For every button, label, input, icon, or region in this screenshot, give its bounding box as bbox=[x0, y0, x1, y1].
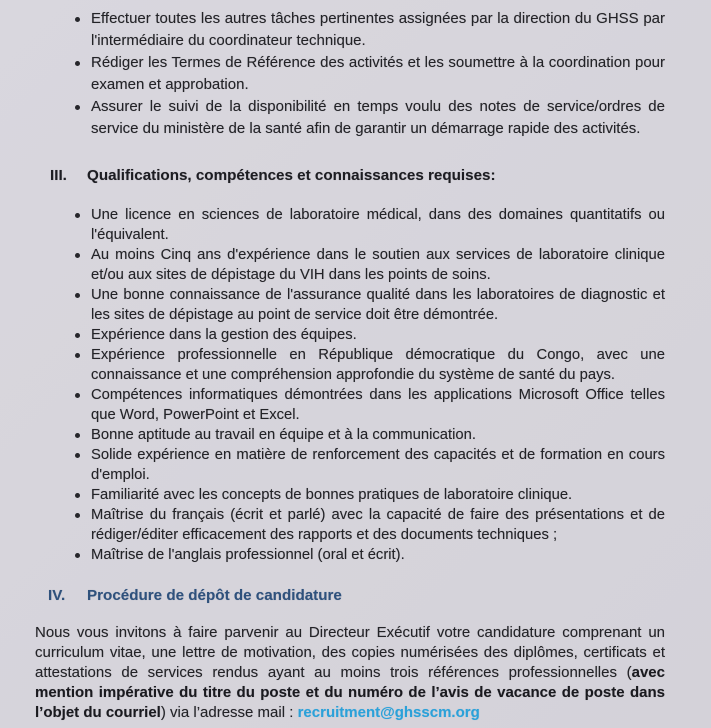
bullet-text: Au moins Cinq ans d'expérience dans le soutien aux services de laboratoire clinique et/ou aux sites de dépistage du VIH dans les points de soins. bbox=[91, 247, 665, 283]
list-item bbox=[72, 285, 665, 325]
list-item bbox=[72, 205, 665, 245]
bullet-text: Solide expérience en matière de renforcement des capacités et de formation en cours d'emploi. bbox=[91, 447, 665, 483]
list-item bbox=[72, 425, 665, 445]
section-number: III. bbox=[50, 167, 67, 184]
section-title: Qualifications, compétences et connaissances requises: bbox=[87, 167, 496, 184]
email-link: recruitment@ghsscm.org bbox=[297, 704, 480, 721]
closing-bold-text: avec mention impérative du titre du poste et du numéro de l’avis de vacance de poste dans l’objet du courriel bbox=[35, 664, 665, 721]
bullet-text: Familiarité avec les concepts de bonnes pratiques de laboratoire clinique. bbox=[91, 487, 573, 503]
bullet-text: Effectuer toutes les autres tâches pertinentes assignées par la direction du GHSS par l'intermédiaire du coordinateur technique. bbox=[91, 10, 665, 49]
section-heading-qualifications bbox=[50, 165, 665, 186]
list-item bbox=[72, 505, 665, 545]
bullet-text: Une bonne connaissance de l'assurance qualité dans les laboratoires de diagnostic et les sites de dépistage au point de service doit être démontrée. bbox=[91, 287, 665, 323]
list-item bbox=[72, 96, 665, 140]
list-item bbox=[72, 385, 665, 425]
bullet-text: Assurer le suivi de la disponibilité en temps voulu des notes de service/ordres de service du ministère de la santé afin de garantir un démarrage rapide des activités. bbox=[91, 98, 665, 137]
bullet-text: Expérience professionnelle en République démocratique du Congo, avec une connaissance et une compréhension approfondie du système de santé du pays. bbox=[91, 347, 665, 383]
list-item bbox=[72, 545, 665, 565]
list-item bbox=[72, 52, 665, 96]
intro-bullet-list bbox=[35, 8, 665, 140]
section-title: Procédure de dépôt de candidature bbox=[87, 587, 342, 604]
list-item bbox=[72, 445, 665, 485]
section-heading-procedure bbox=[48, 585, 665, 606]
list-item bbox=[72, 245, 665, 285]
list-item bbox=[72, 325, 665, 345]
closing-text: ) via l’adresse mail : bbox=[160, 704, 298, 721]
bullet-text: Rédiger les Termes de Référence des activités et les soumettre à la coordination pour examen et approbation. bbox=[91, 54, 665, 93]
bullet-text: Maîtrise du français (écrit et parlé) avec la capacité de faire des présentations et de rédiger/éditer efficacement des rapports et des documents techniques ; bbox=[91, 507, 665, 543]
bullet-text: Expérience dans la gestion des équipes. bbox=[91, 327, 357, 343]
qualifications-bullet-list bbox=[35, 205, 665, 565]
section-number: IV. bbox=[48, 587, 66, 604]
list-item bbox=[72, 345, 665, 385]
bullet-text: Maîtrise de l'anglais professionnel (oral et écrit). bbox=[91, 547, 405, 563]
bullet-text: Bonne aptitude au travail en équipe et à la communication. bbox=[91, 427, 476, 443]
list-item bbox=[72, 8, 665, 52]
closing-paragraph bbox=[35, 623, 665, 723]
closing-text: Nous vous invitons à faire parvenir au Directeur Exécutif votre candidature comprenant un curriculum vitae, une lettre de motivation, des copies numérisées des diplômes, certificats et attestations de services rendus ayant au moins trois références professionnelles ( bbox=[35, 624, 665, 681]
list-item bbox=[72, 485, 665, 505]
bullet-text: Compétences informatiques démontrées dans les applications Microsoft Office telles que Word, PowerPoint et Excel. bbox=[91, 387, 665, 423]
bullet-text: Une licence en sciences de laboratoire médical, dans des domaines quantitatifs ou l'équivalent. bbox=[91, 207, 665, 243]
